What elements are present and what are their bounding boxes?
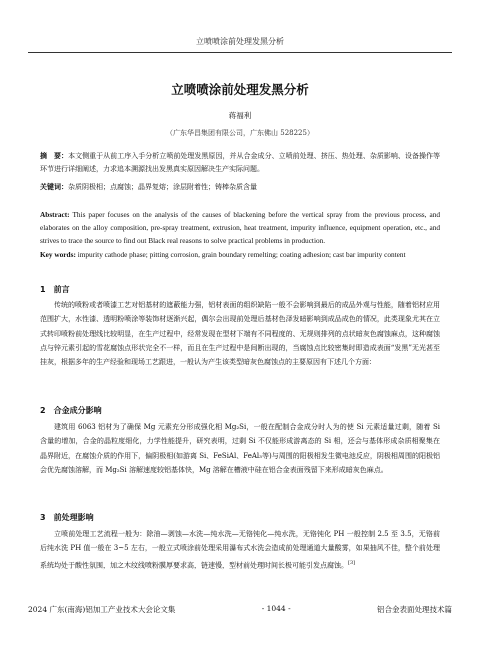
paper-title: 立喷喷涂前处理发黑分析 xyxy=(171,82,309,97)
keywords-zh-text: 杂质阴极相；点腐蚀；晶界复熔；涂层附着性；铸棒杂质含量 xyxy=(68,183,257,191)
author: 蒋福利 xyxy=(228,111,252,120)
abstract-en xyxy=(40,208,440,247)
footer-section-name: 铝合金表面处理技术篇 xyxy=(376,605,452,614)
page-footer xyxy=(28,604,452,615)
keywords-en xyxy=(40,249,440,262)
abstract-zh-text: 本文侧重于从前工序入手分析立喷前处理发黑原因，并从合金成分、立喷前处理、挤压、热处理、杂质影响、设备操作等环节进行详细阐述，力求追本溯源找出发黑真实原因解决生产实际问题。 xyxy=(40,152,441,173)
section-heading-alloy: 2 合金成分影响 xyxy=(40,406,102,415)
affiliation: （广东华昌集团有限公司，广东佛山 528225） xyxy=(166,129,314,137)
keywords-zh xyxy=(40,181,440,194)
section-intro-paragraph: 传统的喷粉或者喷漆工艺对铝基材的遮蔽能力强，铝材表面的组织缺陷一般不会影响到最后的成品外观与性能，随着铝材应用范围扩大，水性漆、透明粉喷涂等装饰材逐渐兴起，偶尔会出现前处理后基材色泽发暗影响到成品成色的情况，此类现象尤其在立式转印喷粉前处理线比较明显，在生产过程中，经常发现在型材下端有不同程度的、无规则排列的点状暗灰色腐蚀麻点，这种腐蚀点与锌元素引起的雪花腐蚀点形状完全不一样，而且在生产过程中是间断出现的，当腐蚀点比较密集时即造成表面“发黑”无光甚至挂灰，根据多年的生产经验和现场工艺跟进，一般认为产生该类型暗灰色腐蚀点的主要原因有下述几个方面： xyxy=(40,301,440,367)
abstract-en-text: This paper focuses on the analysis of the causes of blackening before the vertical spray from the previous process, and elaborates on the alloy composition, pre-spray treatment, extrusion, heat treatment, impurity influence, equipment operation, etc., and strives to trace the source to find out Black real reasons to solve practical problems in production. xyxy=(40,210,440,245)
keywords-en-label: Key words: xyxy=(40,250,76,259)
section-heading-intro: 1 前言 xyxy=(40,285,70,294)
abstract-en-label: Abstract: xyxy=(40,210,70,219)
keywords-zh-label: 关键词： xyxy=(40,183,68,191)
section-pretreatment-text: 立喷前处理工艺流程一般为：除油—剥蚀—水洗—纯水洗—无铬钝化—纯水洗，无铬钝化 PH 一般控制 2.5 至 3.5，无铬前后纯水洗 PH 值一般在 3~5 左右，一般立式喷涂前处理采用瀑布式水洗会造成前处理通道大量酸雾，如果抽风不佳，整个前处理系统均处于酸性氛围，加之木纹线喷粉膜厚要求高，链速慢，型材前处理时间长极可能引发点腐蚀。 xyxy=(40,530,440,569)
section-alloy-paragraph: 建筑用 6063 铝材为了确保 Mg 元素充分形成强化相 Mg₂Si，一般在配制合金成分时人为的使 Si 元素适量过剩，随着 Si 含量的增加，合金的晶粒度细化，力学性能提升，研究表明，过剩 Si 不仅能形成游离态的 Si 相，还会与基体形成杂质相聚集在晶界附近，在腐蚀介质的作用下，偏阴极相(如游离 Si、FeSiAl、FeAl₃等)与周围的阳极相发生微电池反应，阴极相周围的阳极铝会优先腐蚀溶解，而 Mg₂Si 溶解速度较铝基体快，Mg 溶解在槽液中硅在铝合金表面残留下来形成暗灰色麻点。 xyxy=(40,423,440,474)
section-heading-pretreatment: 3 前处理影响 xyxy=(40,513,94,522)
footer-proceedings: 2024 广东(南海)铝加工产业技术大会论文集 xyxy=(28,605,176,614)
citation-ref: [3] xyxy=(348,559,356,566)
header-rule xyxy=(28,52,452,53)
abstract-zh xyxy=(40,150,440,175)
running-head: 立喷喷涂前处理发黑分析 xyxy=(196,37,284,46)
abstract-zh-label: 摘 要： xyxy=(40,152,69,160)
footer-page-number: - 1044 - xyxy=(261,604,291,613)
section-pretreatment-paragraph xyxy=(40,527,440,572)
keywords-en-text: impurity cathode phase; pitting corrosion, grain boundary remelting; coating adhesion; cast bar impurity content xyxy=(77,250,406,259)
